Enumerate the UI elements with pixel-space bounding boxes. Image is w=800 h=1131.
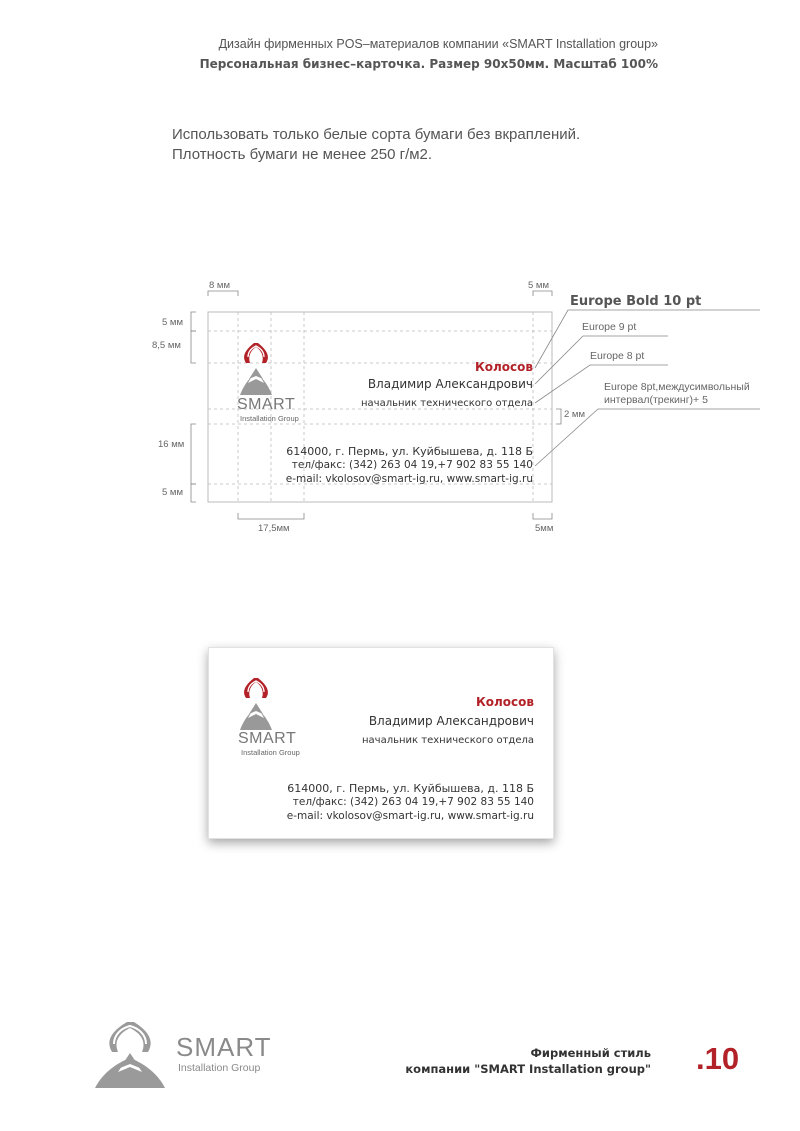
card-logo-word: SMART — [238, 730, 297, 747]
schematic-logo-sub: Installation Group — [240, 414, 299, 423]
card-logo-icon — [238, 678, 278, 734]
card-email: e-mail: vkolosov@smart-ig.ru, www.smart-ig.ru — [286, 810, 534, 822]
dim-left-85: 8,5 мм — [152, 340, 181, 351]
dim-left-16: 16 мм — [158, 439, 185, 450]
dim-left-5: 5 мм — [162, 317, 183, 328]
dim-top-right: 5 мм — [528, 280, 549, 291]
card-address: 614000, г. Пермь, ул. Куйбышева, д. 118 Б — [287, 782, 534, 795]
smart-logo-icon — [240, 343, 272, 395]
footer-line-2: компании "SMART Installation group" — [405, 1062, 651, 1076]
annotation-bold-10pt: Europe Bold 10 pt — [570, 294, 702, 309]
dim-bottom-left: 17,5мм — [258, 523, 290, 534]
footer-logo-word: SMART — [176, 1032, 272, 1062]
leader-bold — [535, 310, 760, 368]
dim-top-left: 8 мм — [209, 280, 230, 291]
annotation-8pt: Europe 8 pt — [590, 350, 645, 362]
annotation-tracking-2: интервал(трекинг)+ 5 — [604, 394, 708, 406]
schematic-email: e-mail: vkolosov@smart-ig.ru, www.smart-ig.ru — [285, 473, 533, 485]
schematic-phone: тел/факс: (342) 263 04 19,+7 902 83 55 140 — [291, 459, 533, 471]
annotation-tracking-1: Europe 8pt,междусимвольный — [604, 381, 750, 393]
schematic-position: начальник технического отдела — [361, 398, 533, 409]
page-header-title: Дизайн фирменных POS–материалов компании «SMART Installation group» — [218, 37, 658, 51]
paper-spec-line-2: Плотность бумаги не менее 250 г/м2. — [172, 146, 433, 163]
footer-line-1: Фирменный стиль — [530, 1046, 651, 1060]
card-fullname: Владимир Александрович — [368, 714, 534, 728]
business-card-preview — [208, 647, 554, 839]
annotation-9pt: Europe 9 pt — [582, 321, 637, 333]
card-phone: тел/факс: (342) 263 04 19,+7 902 83 55 140 — [292, 796, 534, 808]
page-header-subtitle: Персональная бизнес–карточка. Размер 90х50мм. Масштаб 100% — [199, 57, 658, 71]
card-position: начальник технического отдела — [362, 735, 534, 746]
schematic-fullname: Владимир Александрович — [367, 377, 533, 391]
card-logo-sub: Installation Group — [241, 748, 300, 757]
paper-spec-line-1: Использовать только белые сорта бумаги без вкраплений. — [172, 126, 581, 143]
schematic-surname: Колосов — [474, 360, 533, 374]
schematic-logo-word: SMART — [237, 396, 296, 413]
footer-logo-sub: Installation Group — [178, 1062, 261, 1074]
dim-right-2: 2 мм — [564, 409, 585, 420]
dim-bottom-right: 5мм — [535, 523, 554, 534]
schematic-address: 614000, г. Пермь, ул. Куйбышева, д. 118 Б — [286, 445, 533, 458]
page-number: .10 — [696, 1041, 740, 1076]
footer-logo-icon — [92, 1022, 172, 1092]
card-surname: Колосов — [475, 695, 534, 709]
dim-left-5b: 5 мм — [162, 487, 183, 498]
